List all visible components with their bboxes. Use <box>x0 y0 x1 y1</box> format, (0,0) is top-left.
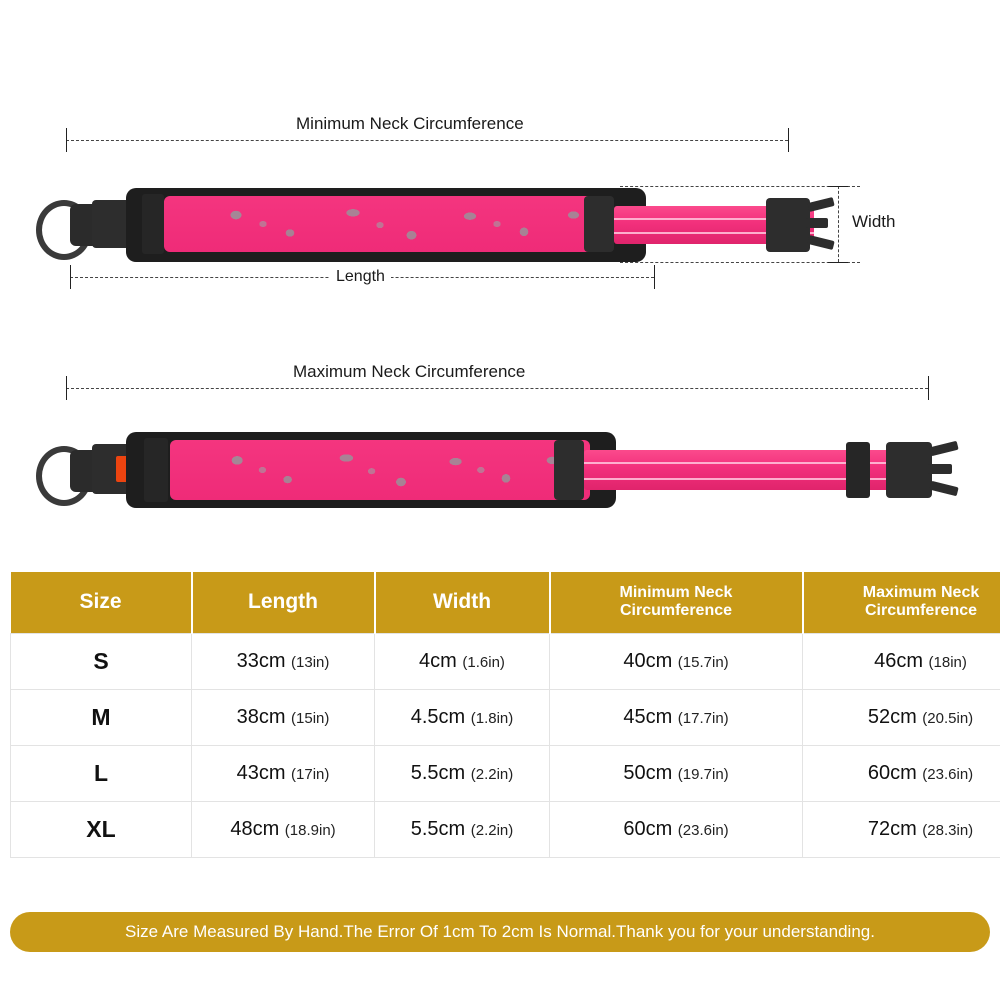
printed-pad-surface-max <box>170 440 590 500</box>
bottom-diagram <box>0 340 1000 540</box>
header-min-neck-line2: Circumference <box>619 602 733 620</box>
buckle-prong-bottom <box>807 235 834 250</box>
side-release-buckle-right <box>766 198 810 252</box>
table-row <box>11 801 1000 857</box>
cell-length <box>192 689 375 745</box>
cell-min-in: (15.7in) <box>677 653 729 671</box>
strap-slider-left-max <box>144 438 168 502</box>
cell-length-in: (15in) <box>291 709 330 727</box>
d-ring-loop-max <box>554 440 584 500</box>
cell-length <box>192 801 375 857</box>
max-neck-dimension-line <box>66 388 928 389</box>
header-size: Size <box>11 572 192 633</box>
cell-min-cm: 45cm <box>623 705 673 728</box>
cell-length-in: (18.9in) <box>284 821 336 839</box>
cell-max-neck <box>803 801 1000 857</box>
cell-min-cm: 40cm <box>623 649 673 672</box>
cell-min-neck <box>550 633 803 689</box>
strap-slider-right-max <box>846 442 870 498</box>
top-diagram <box>0 0 1000 320</box>
header-width: Width <box>375 572 550 633</box>
table-row <box>11 745 1000 801</box>
cell-width-in: (2.2in) <box>470 821 514 839</box>
cell-max-cm: 46cm <box>874 649 923 672</box>
header-min-neck-line1: Minimum Neck <box>619 584 733 601</box>
cell-max-cm: 60cm <box>867 761 917 784</box>
max-neck-tick-right <box>928 376 929 400</box>
cell-width-in: (1.8in) <box>470 709 514 727</box>
header-max-neck-line2: Circumference <box>864 602 978 620</box>
cell-max-in: (23.6in) <box>922 765 974 783</box>
cell-width <box>375 745 550 801</box>
cell-min-in: (23.6in) <box>677 821 729 839</box>
cell-width <box>375 801 550 857</box>
buckle-center-bar-max <box>928 464 952 474</box>
table-row <box>11 689 1000 745</box>
table-row <box>11 633 1000 689</box>
cell-width <box>375 689 550 745</box>
table-header-row <box>11 572 1000 633</box>
cell-size: S <box>11 633 192 689</box>
buckle-center-bar <box>806 218 828 228</box>
max-neck-tick-left <box>66 376 67 400</box>
collar-minimum-illustration <box>30 172 860 272</box>
measurement-disclaimer: Size Are Measured By Hand.The Error Of 1cm To 2cm Is Normal.Thank you for your understanding. <box>10 912 990 952</box>
buckle-prong-top-max <box>929 441 958 457</box>
length-tick-right <box>654 265 655 289</box>
cell-max-in: (20.5in) <box>922 709 974 727</box>
cell-max-neck <box>803 745 1000 801</box>
buckle-prong-top <box>807 197 834 212</box>
size-chart-table <box>10 572 1000 858</box>
collar-maximum-illustration <box>30 418 990 518</box>
cell-max-neck <box>803 689 1000 745</box>
cell-max-in: (28.3in) <box>922 821 974 839</box>
cell-min-in: (17.7in) <box>677 709 729 727</box>
cell-length <box>192 745 375 801</box>
cell-width-in: (2.2in) <box>470 765 514 783</box>
header-max-neck-circumference <box>803 572 1000 633</box>
cell-size: M <box>11 689 192 745</box>
cell-width-cm: 5.5cm <box>410 817 466 840</box>
min-neck-dimension-line <box>66 140 788 141</box>
cell-width-cm: 4.5cm <box>410 705 466 728</box>
cell-max-cm: 52cm <box>867 705 917 728</box>
cell-max-neck <box>803 633 1000 689</box>
cell-min-neck <box>550 689 803 745</box>
cell-length-cm: 48cm <box>230 817 280 840</box>
strap-slider-left <box>142 194 164 254</box>
cell-length <box>192 633 375 689</box>
header-max-neck-line1: Maximum Neck <box>862 584 980 601</box>
min-neck-tick-right <box>788 128 789 152</box>
cell-length-in: (13in) <box>291 653 330 671</box>
cell-min-neck <box>550 745 803 801</box>
cell-width-cm: 4cm <box>419 649 457 672</box>
length-label: Length <box>330 268 391 286</box>
cell-min-cm: 50cm <box>623 761 673 784</box>
cell-min-in: (19.7in) <box>677 765 729 783</box>
cell-length-cm: 38cm <box>236 705 286 728</box>
cell-length-cm: 33cm <box>236 649 286 672</box>
cell-size: L <box>11 745 192 801</box>
cell-width <box>375 633 550 689</box>
cell-size: XL <box>11 801 192 857</box>
cell-width-cm: 5.5cm <box>410 761 466 784</box>
side-release-buckle-right-max <box>886 442 932 498</box>
buckle-prong-bottom-max <box>929 481 958 497</box>
header-min-neck-circumference <box>550 572 803 633</box>
cell-max-cm: 72cm <box>867 817 917 840</box>
max-neck-circumference-label: Maximum Neck Circumference <box>293 362 526 381</box>
cell-length-cm: 43cm <box>236 761 286 784</box>
printed-pad-surface <box>164 196 614 252</box>
cell-min-neck <box>550 801 803 857</box>
header-length: Length <box>192 572 375 633</box>
min-neck-circumference-label: Minimum Neck Circumference <box>296 114 524 133</box>
d-ring-loop <box>584 196 614 252</box>
cell-width-in: (1.6in) <box>462 653 505 671</box>
width-label: Width <box>852 212 896 231</box>
cell-length-in: (17in) <box>291 765 330 783</box>
min-neck-tick-left <box>66 128 67 152</box>
cell-min-cm: 60cm <box>623 817 673 840</box>
cell-max-in: (18in) <box>928 653 967 671</box>
length-tick-left <box>70 265 71 289</box>
